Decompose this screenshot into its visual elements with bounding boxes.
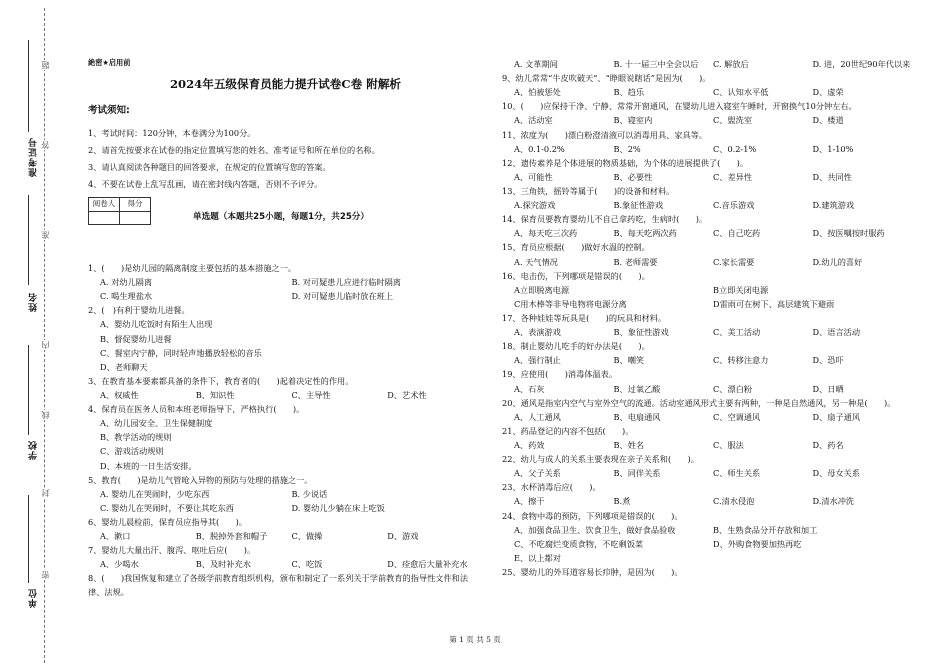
score-table (88, 197, 151, 225)
answer-option[interactable]: C、差异性 (713, 171, 753, 182)
answer-option[interactable]: B、过氧乙酸 (613, 383, 661, 394)
option-row (88, 416, 483, 472)
answer-option[interactable]: A.探究游戏 (514, 200, 556, 211)
right-question-list (502, 57, 912, 579)
question-block (502, 71, 912, 99)
answer-option[interactable]: D. 进，20世纪90年代以来 (812, 59, 911, 69)
option-row (88, 275, 483, 303)
answer-option[interactable]: C、吃饭 (291, 559, 323, 570)
option-row (502, 85, 912, 99)
notice-list (88, 126, 483, 191)
notice-item: 4、不要在试卷上乱写乱画，请在密封线内答题，否则不予评分。 (88, 178, 323, 189)
answer-option[interactable]: C、空调通风 (713, 411, 761, 422)
answer-option[interactable]: A、0.1-0.2% (514, 143, 565, 154)
answer-option[interactable]: A、强行制止 (514, 355, 561, 366)
question-block (88, 571, 483, 599)
notice-title: 考试须知: (88, 105, 130, 117)
section-heading: 单选题（本题共25小题，每题1分，共25分） (193, 212, 369, 223)
school-label: 学校 (29, 440, 39, 460)
score-cell[interactable] (120, 211, 151, 224)
answer-option[interactable]: A、婴幼儿吃饭时有陌生人出现 (100, 319, 213, 330)
answer-option[interactable]: A、幼儿园安全、卫生保健制度 (100, 418, 213, 429)
page-footer: 第 1 页 共 5 页 (449, 635, 501, 644)
answer-option[interactable]: D、外购食物要加热再吃 (713, 538, 802, 549)
answer-option[interactable]: C. 解放后 (713, 59, 749, 69)
left-question-list (88, 261, 483, 600)
question-block (502, 367, 912, 395)
answer-option[interactable]: D、艺术性 (387, 389, 427, 400)
question-block (502, 509, 912, 565)
question-block (502, 339, 912, 367)
option-row (502, 170, 912, 184)
answer-option[interactable]: D、楼道 (812, 115, 844, 126)
seal-char: 内 (41, 341, 50, 349)
answer-option[interactable]: A、人工通风 (514, 411, 561, 422)
answer-option[interactable]: A、可能性 (514, 171, 553, 182)
answer-option[interactable]: B.象征性游戏 (613, 200, 664, 211)
question-text: 15、育员应根据( )做好水温的控制。 (502, 242, 650, 253)
answer-option[interactable]: C.家长需要 (713, 256, 755, 267)
question-block (502, 240, 912, 268)
question-text: 19、应使用( )消毒体温表。 (502, 369, 618, 380)
score-area (88, 197, 483, 225)
answer-option[interactable]: B、寝室内 (613, 115, 653, 126)
question-text: 12、遗传素养是个体进展的物质基础，为个体的进展提供了( )。 (502, 157, 749, 168)
answer-option[interactable]: D.幼儿的喜好 (812, 256, 863, 267)
answer-option[interactable]: D、语言活动 (812, 327, 861, 338)
answer-option[interactable]: D、日晒 (812, 383, 844, 394)
question-block (88, 543, 483, 571)
question-text: 13、三角铁，摇铃等属于( )的设备和材料。 (502, 185, 675, 196)
seal-dashed-line (44, 8, 45, 663)
notice-item: 1、考试时间：120分钟，本卷满分为100分。 (88, 127, 256, 138)
answer-option[interactable]: C、师生关系 (713, 468, 761, 479)
answer-option[interactable]: A、石灰 (514, 383, 545, 394)
answer-option[interactable]: B、嘲笑 (613, 355, 645, 366)
answer-option[interactable]: C、服法 (713, 439, 744, 450)
question-block (88, 261, 483, 303)
answer-option[interactable]: C、漂白粉 (713, 383, 753, 394)
answer-option[interactable]: C、游戏活动规则 (100, 446, 164, 457)
left-column (88, 57, 483, 600)
answer-option[interactable]: D、游戏 (387, 531, 419, 542)
option-row (502, 113, 912, 127)
option-row (502, 198, 912, 212)
name-label: 姓名 (29, 292, 39, 312)
option-row (88, 317, 483, 373)
answer-option[interactable]: D、共同性 (812, 171, 852, 182)
answer-option[interactable]: A. 对幼儿隔离 (100, 277, 153, 288)
ticket-number-field[interactable] (28, 40, 29, 132)
answer-option[interactable]: D、老师聊天 (100, 361, 148, 372)
answer-option[interactable]: C. 喝生理盐水 (100, 291, 153, 302)
seal-char: 线 (41, 411, 50, 419)
question-block (502, 99, 912, 127)
question-text: 2、( )有利于婴幼儿进餐。 (88, 305, 190, 316)
option-row (502, 466, 912, 480)
option-row (502, 494, 912, 508)
answer-option[interactable]: A、每天吃三次药 (514, 228, 578, 239)
answer-option[interactable]: A. 天气情况 (514, 256, 558, 267)
answer-option[interactable]: B、必要性 (613, 171, 653, 182)
answer-option[interactable]: D、恐吓 (812, 355, 844, 366)
answer-option[interactable]: D、按医嘱按时服药 (812, 228, 885, 239)
question-text: 17、各种娃娃等玩具是( )的玩具和材料。 (502, 312, 667, 323)
answer-option[interactable]: C、认知水平低 (713, 87, 769, 98)
option-row (502, 226, 912, 240)
answer-option[interactable]: A、权威性 (100, 389, 139, 400)
notice-item: 2、请首先按要求在试卷的指定位置填写您的姓名、准考证号和所在单位的名称。 (88, 144, 380, 155)
seal-char: 准 (41, 231, 50, 239)
answer-option[interactable]: B. 老师需要 (613, 256, 658, 267)
option-row (88, 529, 483, 543)
question-text: 22、幼儿与成人的关系主要表现在亲子关系和( )。 (502, 454, 699, 465)
answer-option[interactable]: B、2% (613, 143, 641, 154)
question-block (88, 402, 483, 473)
answer-option[interactable]: D、母女关系 (812, 468, 861, 479)
answer-option[interactable]: C、美工活动 (713, 327, 761, 338)
page-title: 2024年五级保育员能力提升试卷C卷 附解析 (169, 77, 402, 92)
answer-option[interactable]: A、活动室 (514, 115, 553, 126)
question-text: 5、教育( )是幼儿气管呛入异物的预防与处理的措施之一。 (88, 474, 313, 485)
answer-option[interactable]: E、以上都对 (514, 552, 561, 563)
answer-option[interactable]: C用木棒等非导电物将电源分离 (514, 298, 627, 309)
answer-option[interactable]: A、怕被惩处 (514, 87, 561, 98)
option-row (502, 325, 912, 339)
question-text: 4、保育员在医务人员和本班老师指导下，严格执行( )。 (88, 404, 305, 415)
question-text: 10、( )应保持干净、宁静、常常开窗通风，在婴幼儿进入寝室午睡时，开窗换气10分钟左右。 (502, 101, 857, 112)
score-header: 得分 (120, 198, 151, 212)
option-row (502, 438, 912, 452)
answer-option[interactable]: D、本班的一日生活安排。 (100, 460, 197, 471)
option-row (502, 255, 912, 269)
question-text: 7、婴幼儿大量出汗、腹泻、呕吐后应( )。 (88, 545, 256, 556)
answer-option[interactable]: D、药名 (812, 439, 844, 450)
answer-option[interactable]: B、趋乐 (613, 87, 645, 98)
answer-option[interactable]: B、同伴关系 (613, 468, 661, 479)
answer-option[interactable]: B、每天吃两次药 (613, 228, 677, 239)
binding-margin (0, 0, 70, 671)
answer-option[interactable]: C、主导性 (291, 389, 331, 400)
question-block (502, 424, 912, 452)
unit-label: 单位 (29, 588, 39, 608)
option-row (502, 353, 912, 367)
reviewer-header: 阅卷人 (89, 198, 120, 212)
right-column (502, 57, 912, 579)
answer-option[interactable]: B.煮 (613, 496, 631, 507)
answer-option[interactable]: B、督促婴幼儿进餐 (100, 333, 172, 344)
answer-option[interactable]: B、姓名 (613, 439, 645, 450)
answer-option[interactable]: B、象征性游戏 (613, 327, 669, 338)
answer-option[interactable]: B、电扇通风 (613, 411, 661, 422)
answer-option[interactable]: D、虚荣 (812, 87, 844, 98)
name-field[interactable] (28, 195, 29, 285)
question-text: 20、通风是指室内空气与室外空气的流通。活动室通风形式主要有两种，一种是自然通风，另一种是( )。 (502, 397, 896, 408)
school-field[interactable] (28, 345, 29, 435)
answer-option[interactable]: A. 文革期间 (514, 59, 558, 69)
question-block (502, 269, 912, 311)
seal-char: 封 (41, 489, 50, 497)
answer-option[interactable]: C.音乐游戏 (713, 200, 755, 211)
question-text: 6、婴幼儿晨检前，保育员应指导其( )。 (88, 516, 247, 527)
unit-field[interactable] (28, 495, 29, 583)
answer-option[interactable]: D. 婴幼儿少躺在床上吃饭 (291, 502, 385, 513)
answer-option[interactable]: A、擦干 (514, 496, 545, 507)
answer-option[interactable]: D雷雨可在树下、高层建筑下避雨 (713, 298, 835, 309)
confidential-mark: 絶密★启用前 (88, 58, 131, 67)
answer-option[interactable]: D、痊愈后大量补充水 (387, 559, 468, 570)
answer-option[interactable]: C、不吃腐烂变质食物，不吃剩饭菜 (514, 538, 644, 549)
question-block (502, 156, 912, 184)
answer-option[interactable]: B立即关闭电源 (713, 284, 769, 295)
answer-option[interactable]: D、1-10% (812, 143, 854, 154)
question-block (502, 480, 912, 508)
answer-option[interactable]: C、转移注意力 (713, 355, 769, 366)
option-row (88, 557, 483, 571)
answer-option[interactable]: D.建筑游戏 (812, 200, 855, 211)
question-block (502, 57, 912, 71)
question-text: 8、( )我国恢复和建立了各级学前教育组织机构，颁布和制定了一系列关于学前教育的指导性文件和法律、法规。 (88, 573, 469, 598)
question-text: 25、婴幼儿的外耳道容易长疖肿，是因为( )。 (502, 566, 683, 577)
question-block (88, 515, 483, 543)
question-block (502, 212, 912, 240)
answer-option[interactable]: B. 少说话 (291, 488, 328, 499)
question-block (88, 473, 483, 515)
answer-option[interactable]: C、做操 (291, 531, 323, 542)
answer-option[interactable]: A、父子关系 (514, 468, 561, 479)
seal-char: 题 (41, 61, 50, 69)
question-text: 1、( )是幼儿园的隔离制度主要包括的基本措施之一。 (88, 262, 297, 273)
option-row (88, 487, 483, 515)
answer-option[interactable]: B、知识性 (195, 389, 235, 400)
option-row (502, 57, 912, 71)
option-row (502, 283, 912, 311)
ticket-number-label: 准考证号 (29, 137, 39, 177)
question-block (88, 303, 483, 374)
answer-option[interactable]: C、0.2-1% (713, 143, 757, 154)
question-text: 16、电击伤，下列哪项是错误的( )。 (502, 270, 650, 281)
answer-option[interactable]: B、生熟食品分开存放和加工 (713, 524, 818, 535)
question-text: 21、药品登记的内容不包括( )。 (502, 425, 634, 436)
answer-option[interactable]: B、及时补充水 (195, 559, 251, 570)
seal-char: 答 (41, 141, 50, 149)
question-text: 23、水杯消毒后应( )。 (502, 482, 601, 493)
answer-option[interactable]: A、表演游戏 (514, 327, 561, 338)
answer-option[interactable]: D.清水冲洗 (812, 496, 855, 507)
answer-option[interactable]: B、脱掉外套和帽子 (195, 531, 268, 542)
answer-option[interactable]: A、药效 (514, 439, 545, 450)
answer-option[interactable]: A. 婴幼儿在哭闹时，少吃东西 (100, 488, 210, 499)
question-block (502, 184, 912, 212)
question-block (502, 565, 912, 579)
reviewer-cell[interactable] (89, 211, 120, 224)
answer-option[interactable]: C.清水侵泡 (713, 496, 755, 507)
option-row (502, 410, 912, 424)
answer-option[interactable]: A立即脱离电源 (514, 284, 570, 295)
question-text: 3、在教育基本要素都具备的条件下，教育者的( )起着决定性的作用。 (88, 375, 354, 386)
question-text: 24、食物中毒的预防，下列哪项是错误的( )。 (502, 510, 683, 521)
notice-item: 3、请认真阅读各种题目的回答要求，在规定的位置填写您的答案。 (88, 161, 331, 172)
answer-option[interactable]: D. 对可疑患儿临时放在班上 (291, 291, 394, 302)
question-text: 11、浓度为( )漂白粉澄清液可以消毒用具、家具等。 (502, 129, 708, 140)
option-row (88, 388, 483, 402)
question-block (502, 311, 912, 339)
question-block (502, 128, 912, 156)
question-text: 18、制止婴幼儿吃手的好办法是( )。 (502, 341, 650, 352)
answer-option[interactable]: A、少喝水 (100, 559, 139, 570)
option-row (502, 523, 912, 565)
question-block (502, 396, 912, 424)
answer-option[interactable]: B. 十一届三中全会以后 (613, 59, 699, 69)
answer-option[interactable]: C. 婴幼儿在哭闹时，不要让其吃东西 (100, 502, 234, 513)
answer-option[interactable]: D、扇子通风 (812, 411, 861, 422)
question-text: 14、保育员要教育婴幼儿不自己拿药吃，生病时( )。 (502, 214, 708, 225)
answer-option[interactable]: A、加强食品卫生、饮食卫生，做好食品验收 (514, 524, 676, 535)
answer-option[interactable]: A、漱口 (100, 531, 131, 542)
answer-option[interactable]: B. 对可疑患儿应进行临时隔离 (291, 277, 401, 288)
seal-char: 密 (41, 571, 50, 579)
question-text: 9、幼儿常常“牛皮吹破天”、“睁眼说瞎话”是因为( )。 (502, 73, 711, 84)
option-row (502, 382, 912, 396)
answer-option[interactable]: C、餐室内宁静，同时轻声地播放轻松的音乐 (100, 347, 262, 358)
answer-option[interactable]: C、盥洗室 (713, 115, 753, 126)
question-block (88, 374, 483, 402)
question-block (502, 452, 912, 480)
answer-option[interactable]: B、教学活动的规则 (100, 432, 172, 443)
answer-option[interactable]: C、自己吃药 (713, 228, 761, 239)
option-row (502, 142, 912, 156)
